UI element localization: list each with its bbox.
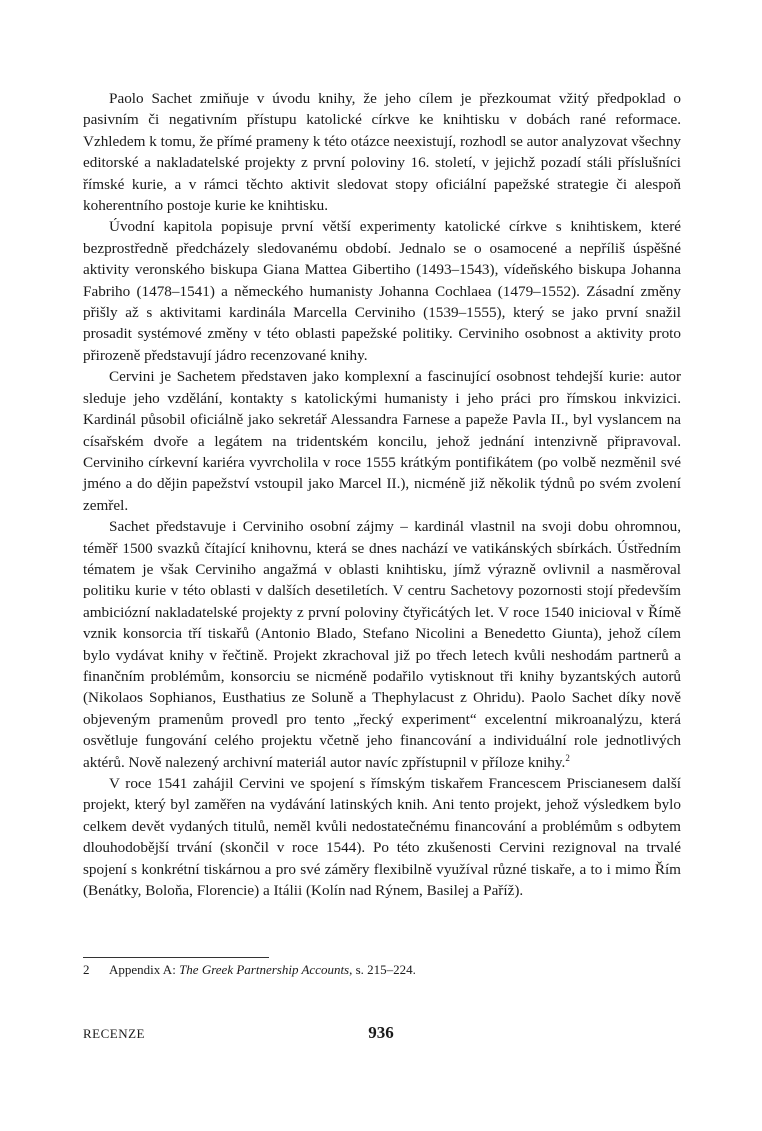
page-number: 936 xyxy=(368,1023,394,1042)
paragraph-4-text: Sachet představuje i Cerviniho osobní zájmy – kardinál vlastnil na svoji dobu ohromnou, téměř 1500 svazků čítající knihovnu, která se dnes nachází ve vatikánských sbírkách. Ústředním tématem je však Cerviniho angažmá v oblasti knihtisku, jímž výrazně ovlivnil a nasměroval politiku kurie v této oblasti v dalších desetiletích. V centru Sachetovy pozornosti stojí především ambiciózní nakladatelské projekty z první poloviny čtyřicátých let. V roce 1540 inicioval v Římě vznik konsorcia tří tiskařů (Antonio Blado, Stefano Nicolini a Benedetto Giunta), jehož cílem bylo vydávat knihy v řečtině. Projekt zkrachoval již po třech letech kvůli neshodám partnerů a finančním problémům, konsorciu se nicméně podařilo vytisknout tři knihy byzantských autorů (Nikolaos Sophianos, Eusthatius ze Soluně a Thephylacust z Ohridu). Paolo Sachet díky nově objeveným pramenům provedl pro tento „řecký experiment“ excelentní mikroanalýzu, která osvětluje fungování celého projektu včetně jeho financování a individuální role jednotlivých aktérů. Nově nalezený archivní materiál autor navíc zpřístupnil v příloze knihy. xyxy=(83,518,681,771)
paragraph-2: Úvodní kapitola popisuje první větší experimenty katolické církve s knihtiskem, které bezprostředně předcházely sledovanému období. Jednalo se o osamocené a nepříliš úspěšné aktivity veronského biskupa Giana Mattea Gibertiho (1493–1543), vídeňského biskupa Johanna Fabriho (1478–1541) a německého humanisty Johanna Cochlaea (1479–1552). Zásadní změny přišly až s aktivitami kardinála Marcella Cerviniho (1539–1555), který se jako první snažil prosadit systémové změny v této oblasti papežské politiky. Cerviniho osobnost a aktivity proto přirozeně představují jádro recenzované knihy. xyxy=(83,218,681,364)
footnote-reference[interactable]: 2 xyxy=(565,752,570,763)
page-body xyxy=(83,88,681,901)
footnote-divider xyxy=(83,957,269,958)
paragraph-5: V roce 1541 zahájil Cervini ve spojení s římským tiskařem Francescem Priscianesem další projekt, který byl zaměřen na vydávání latinských knih. Ani tento projekt, jehož výsledkem bylo celkem devět vydaných titulů, neměl kvůli nedostatečnému financování a problémům s odbytem dlouhodobější trvání (skončil v roce 1544). Po této zkušenosti Cervini rezignoval na trvalé spojení s konkrétní tiskárnou a pro své záměry flexibilně využíval různé tiskaře, a to i mimo Řím (Benátky, Boloňa, Florencie) a Itálii (Kolín nad Rýnem, Basilej a Paříž). xyxy=(83,775,681,900)
paragraph-1: Paolo Sachet zmiňuje v úvodu knihy, že jeho cílem je přezkoumat vžitý předpoklad o pasivním či negativním přístupu katolické církve ke knihtisku v dobách rané reformace. Vzhledem k tomu, že přímé prameny k této otázce neexistují, rozhodl se autor analyzovat všechny editorské a nakladatelské projekty z první poloviny 16. století, v jejichž pozadí stáli příslušníci římské kurie, a v rámci těchto aktivit sledovat stopy oficiální papežské strategie či alespoň koherentního postoje kurie ke knihtisku. xyxy=(83,90,682,215)
footnote-title: The Greek Partnership Accounts xyxy=(179,962,350,977)
running-footer-section: RECENZE xyxy=(83,1026,145,1041)
paragraph-4 xyxy=(83,516,681,773)
paragraph-3: Cervini je Sachetem představen jako komplexní a fascinující osobnost tehdejší kurie: autor sleduje jeho vzdělání, kontakty s katolickými humanisty i jeho práci pro římskou inkvizici. Kardinál působil oficiálně jako sekretář Alessandra Farnese a papeže Pavla II., byl vyslancem na císařském dvoře a legátem na tridentském koncilu, jehož jednání intenzivně připravoval. Cerviniho církevní kariéra vyvrcholila v roce 1555 krátkým pontifikátem (po volbě nezměnil své jméno a do dějin papežství vstoupil jako Marcel II.), nicméně již několik týdnů po svém zvolení zemřel. xyxy=(83,368,681,514)
footnote-suffix: , s. 215–224. xyxy=(349,962,416,977)
footnote xyxy=(83,961,681,979)
footnote-prefix: Appendix A: xyxy=(109,962,180,977)
footnote-number: 2 xyxy=(83,962,90,977)
